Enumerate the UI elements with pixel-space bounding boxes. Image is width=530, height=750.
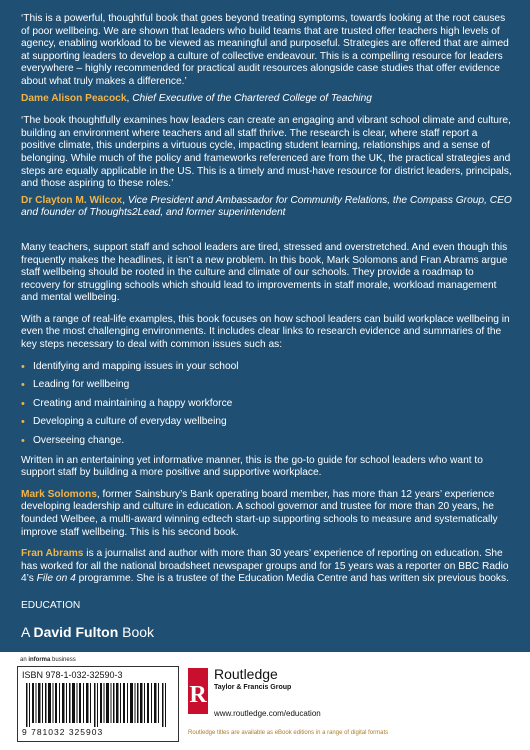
barcode-number: 9 781032 325903: [22, 727, 104, 737]
endorsement-quote-1: ‘This is a powerful, thoughtful book that goes beyond treating symptoms, towards looking at the root causes of poor wellbeing. We are shown that leaders who build teams that are trusted offer teachers high levels of agency, enabling workload to be viewed as meaningful and purposeful. Strategies are offered that are aimed at supporting leaders to develop a culture of collective endeavour. This is a compelling resource for leaders everywhere – highly recommended for practical audit resources alongside case studies that offer evidence about what truly makes a difference.’: [21, 13, 509, 87]
isbn-barcode-box: [17, 666, 179, 742]
publisher-name: Routledge: [214, 666, 278, 682]
list-item: • Developing a culture of everyday wellbeing: [21, 416, 227, 429]
isbn-number: ISBN 978-1-032-32590-3: [22, 670, 123, 680]
publisher-footer: [0, 652, 530, 750]
endorser-role-2: Vice President and Ambassador for Community Relations, the Compass Group, CEO and founder of Thoughts2Lead, and former superintendent: [21, 194, 512, 219]
bullet-icon: •: [21, 416, 25, 429]
bullet-icon: •: [21, 360, 25, 373]
author-bio-1: Mark Solomons, former Sainsbury’s Bank operating board member, has more than 12 years’ experience developing leadership and culture in education. A school governor and trustee for more than 20 years, he founded Welbee, a multi-award winning edtech start-up supporting schools to measure and systematically improve staff wellbeing. This is his second book.: [21, 488, 498, 538]
list-item: • Identifying and mapping issues in your school: [21, 360, 239, 373]
ebook-note: Routledge titles are available as eBook editions in a range of digital formats: [188, 730, 389, 736]
endorser-role-1: Chief Executive of the Chartered College of Teaching: [132, 92, 372, 104]
bullet-icon: •: [21, 379, 25, 392]
publisher-url[interactable]: www.routledge.com/education: [214, 709, 321, 718]
list-item: • Overseeing change.: [21, 435, 125, 448]
imprint-logo: A David Fulton Book: [21, 624, 155, 640]
subject-category: EDUCATION: [21, 599, 81, 611]
list-item: • Creating and maintaining a happy workforce: [21, 397, 233, 410]
bullet-icon: •: [21, 435, 25, 448]
author-bio-2: Fran Abrams is a journalist and author with more than 30 years’ experience of reporting on education. She has worked for all the national broadsheet newspaper groups and for 15 years was a reporter on BBC Radio 4’s File on 4 programme. She is a trustee of the Education Media Centre and has written six previous books.: [21, 548, 509, 585]
endorsement-quote-2: ‘The book thoughtfully examines how leaders can create an engaging and vibrant school climate and culture, building an environment where teachers and all staff thrive. The research is clear, where staff report a positive climate, this underpins a virtuous cycle, impacting student learning, relationships and a sense of belonging. While much of the policy and frameworks referenced are from the UK, the practical strategies and steps are equally applicable in the US. This is a timely and must-have resource for district leaders, principals, and those aspiring to these roles.’: [21, 115, 512, 190]
informa-tagline: an informa business: [20, 657, 76, 663]
cover-text: [21, 13, 513, 613]
publisher-group: Taylor & Francis Group: [214, 684, 292, 691]
svg-text:R: R: [189, 682, 207, 708]
bullet-icon: •: [21, 397, 25, 410]
author-name-1: Mark Solomons: [21, 488, 97, 500]
barcode-icon: [24, 683, 172, 727]
description-paragraph-1: Many teachers, support staff and school leaders are tired, stressed and overstretched. And even though this frequently makes the headlines, it isn’t a new problem. In this book, Mark Solomons and Fran Abrams argue staff wellbeing should be rooted in the culture and climate of our schools. They provide a roadmap to recovery for struggling schools which should lead to improvements in staff morale, workload management and mental wellbeing.: [21, 241, 508, 304]
list-item: • Leading for wellbeing: [21, 379, 130, 392]
endorser-name-1: Dame Alison Peacock: [21, 92, 127, 104]
endorsement-attribution-2: Dr Clayton M. Wilcox, Vice President and Ambassador for Community Relations, the Compass Group, CEO and founder of Thoughts2Lead, and former superintendent: [21, 194, 512, 219]
key-steps-list: [21, 361, 513, 448]
routledge-logo-icon: [188, 668, 208, 714]
description-paragraph-2: With a range of real-life examples, this book focuses on how school leaders can build workplace wellbeing in even the most challenging environments. It includes clear links to research evidence and summaries of the key steps necessary to deal with common issues such as:: [21, 313, 510, 351]
endorser-name-2: Dr Clayton M. Wilcox: [21, 194, 123, 206]
description-paragraph-3: Written in an entertaining yet informative manner, this is the go-to guide for school leaders who want to support staff by building a more positive and supportive workplace.: [21, 454, 483, 479]
endorsement-attribution-1: Dame Alison Peacock, Chief Executive of the Chartered College of Teaching: [21, 92, 372, 104]
author-name-2: Fran Abrams: [21, 548, 84, 560]
